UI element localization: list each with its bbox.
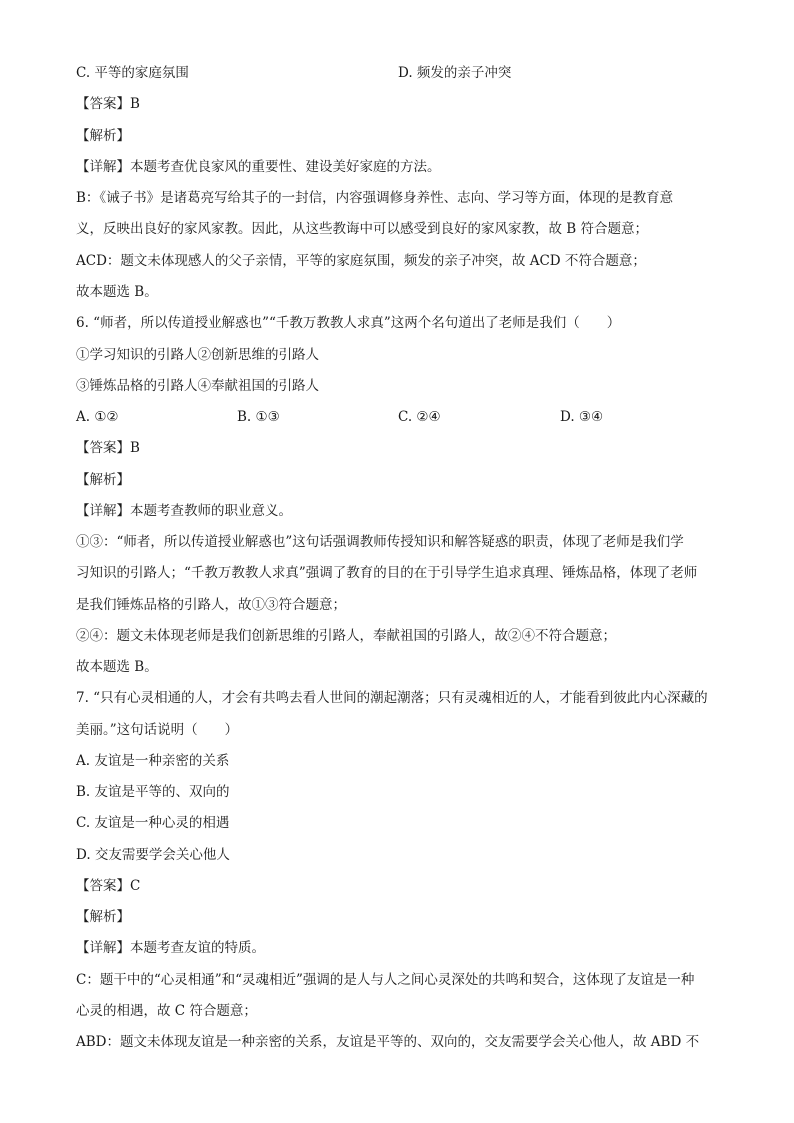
q7-explain-abd: ABD：题文未体现友谊是一种亲密的关系，友谊是平等的、双向的，交友需要学会关心他人，故 ABD 不 [76,1034,700,1050]
q5-explain-b-line1: B：《诫子书》是诸葛亮写给其子的一封信，内容强调修身养性、志向、学习等方面，体现的是教育意 [76,190,674,206]
q5-answer: 【答案】B [76,96,140,112]
q6-stem: 6. “师者，所以传道授业解惑也”“千教万教教人求真”这两个名句道出了老师是我们（ ） [76,315,621,331]
q6-analysis-heading: 【解析】 [76,472,130,488]
q7-analysis-heading: 【解析】 [76,909,130,925]
q6-explain-13-line1: ①③：“师者，所以传道授业解惑也”这句话强调教师传授知识和解答疑惑的职责，体现了老师是我们学 [76,534,684,550]
q7-option-c: C. 友谊是一种心灵的相遇 [76,815,230,831]
q6-explain-13-line2: 习知识的引路人；“千教万教教人求真”强调了教育的目的在于引导学生追求真理、锤炼品格，体现了老师 [76,565,698,581]
q7-explain-c-line1: C：题干中的“心灵相通”和“灵魂相近”强调的是人与人之间心灵深处的共鸣和契合，这体现了友谊是一种 [76,972,695,988]
q6-option-a: A. ①② [76,409,119,425]
q6-items-line2: ③锤炼品格的引路人④奉献祖国的引路人 [76,378,319,394]
q5-detail: 【详解】本题考查优良家风的重要性、建设美好家庭的方法。 [76,159,441,175]
q6-items-line1: ①学习知识的引路人②创新思维的引路人 [76,347,319,363]
q7-option-a: A. 友谊是一种亲密的关系 [76,753,230,769]
q5-explain-acd: ACD：题文未体现感人的父子亲情，平等的家庭氛围，频发的亲子冲突，故 ACD 不符合题意； [76,253,646,269]
q7-option-b: B. 友谊是平等的、双向的 [76,784,230,800]
q6-option-d: D. ③④ [560,409,604,425]
q5-option-c: C. 平等的家庭氛围 [76,65,189,81]
q7-answer: 【答案】C [76,878,141,894]
q6-conclusion: 故本题选 B。 [76,659,158,675]
q6-detail: 【详解】本题考查教师的职业意义。 [76,503,292,519]
q6-option-b: B. ①③ [237,409,280,425]
q7-option-d: D. 交友需要学会关心他人 [76,847,230,863]
q7-stem-line1: 7. “只有心灵相通的人，才会有共鸣去看人世间的潮起潮落；只有灵魂相近的人，才能看到彼此内心深藏的 [76,690,708,706]
q5-explain-b-line2: 义，反映出良好的家风家教。因此，从这些教诲中可以感受到良好的家风家教，故 B 符合题意； [76,221,649,237]
q7-detail: 【详解】本题考查友谊的特质。 [76,940,265,956]
q6-explain-13-line3: 是我们锤炼品格的引路人，故①③符合题意； [76,597,346,613]
q6-answer: 【答案】B [76,440,140,456]
q5-analysis-heading: 【解析】 [76,128,130,144]
q6-option-c: C. ②④ [398,409,441,425]
q7-stem-line2: 美丽。”这句话说明（ ） [76,722,239,738]
q5-option-d: D. 频发的亲子冲突 [398,65,512,81]
q6-explain-24: ②④：题文未体现老师是我们创新思维的引路人，奉献祖国的引路人，故②④不符合题意； [76,628,616,644]
q5-conclusion: 故本题选 B。 [76,284,158,300]
q7-explain-c-line2: 心灵的相遇，故 C 符合题意； [76,1003,257,1019]
